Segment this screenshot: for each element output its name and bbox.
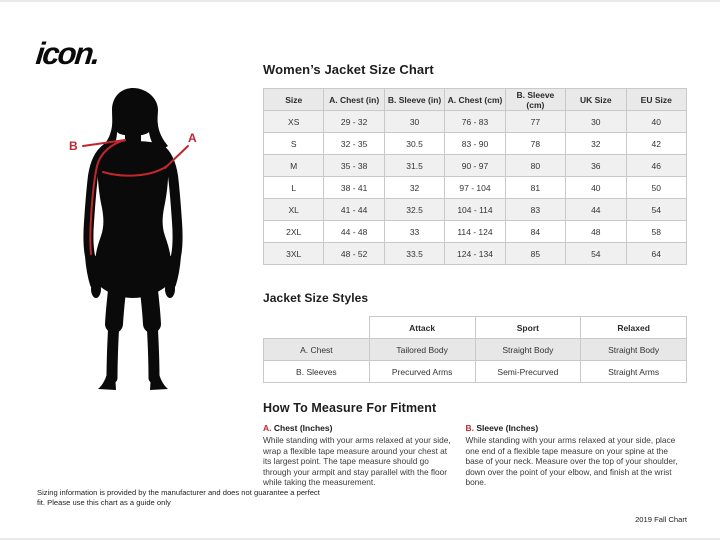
cell: 54 [566, 243, 626, 265]
cell: Semi-Precurved [475, 361, 581, 383]
size-row-xl [264, 199, 687, 221]
cell: 48 [566, 221, 626, 243]
chest-instructions [263, 423, 453, 488]
cell: 29 - 32 [324, 111, 384, 133]
cell: 30 [384, 111, 444, 133]
size-chart-table [263, 88, 687, 265]
chart-version-note: 2019 Fall Chart [635, 515, 687, 524]
col-header-eu-size: EU Size [626, 89, 686, 111]
cell: 41 - 44 [324, 199, 384, 221]
cell: 44 [566, 199, 626, 221]
cell: 78 [505, 133, 565, 155]
cell: 46 [626, 155, 686, 177]
content-column [263, 62, 687, 488]
cell: 54 [626, 199, 686, 221]
cell: 83 [505, 199, 565, 221]
cell: 84 [505, 221, 565, 243]
cell: 50 [626, 177, 686, 199]
measurement-figure [55, 84, 225, 396]
size-row-m [264, 155, 687, 177]
measure-title: How To Measure For Fitment [263, 401, 437, 415]
cell: 48 - 52 [324, 243, 384, 265]
cell: 33 [384, 221, 444, 243]
col-header-attack: Attack [369, 317, 475, 339]
woman-silhouette-graphic [55, 84, 225, 396]
cell: 38 - 41 [324, 177, 384, 199]
label-prefix-b: B. [465, 423, 474, 433]
cell: 64 [626, 243, 686, 265]
size-row-3xl [264, 243, 687, 265]
figure-label-a: A [188, 131, 197, 145]
cell: 81 [505, 177, 565, 199]
cell: 3XL [264, 243, 324, 265]
cell: A. Chest [264, 339, 370, 361]
styles-title: Jacket Size Styles [263, 291, 369, 305]
sizing-disclaimer: Sizing information is provided by the manufacturer and does not guarantee a perfect fit. Please use this chart as a guide only [37, 488, 320, 507]
cell: S [264, 133, 324, 155]
col-header-sport: Sport [475, 317, 581, 339]
cell: L [264, 177, 324, 199]
styles-row-sleeves [264, 361, 687, 383]
col-header-uk-size: UK Size [566, 89, 626, 111]
measure-instructions [263, 423, 687, 488]
cell: 58 [626, 221, 686, 243]
chest-instructions-label [263, 423, 453, 433]
cell: 33.5 [384, 243, 444, 265]
cell: Precurved Arms [369, 361, 475, 383]
chest-instructions-text: While standing with your arms relaxed at your side, wrap a flexible tape measure around your chest at its largest point. The tape measure should go through your armpit and stay parallel with the floor while taking the measurement. [263, 435, 451, 488]
cell: 85 [505, 243, 565, 265]
sleeve-instructions [465, 423, 687, 488]
cell: 2XL [264, 221, 324, 243]
size-row-2xl [264, 221, 687, 243]
styles-header-row [264, 317, 687, 339]
cell: 40 [566, 177, 626, 199]
cell: Straight Body [475, 339, 581, 361]
cell: M [264, 155, 324, 177]
styles-row-chest [264, 339, 687, 361]
cell: 31.5 [384, 155, 444, 177]
cell: 36 [566, 155, 626, 177]
cell: Tailored Body [369, 339, 475, 361]
cell: Straight Body [581, 339, 687, 361]
cell: 42 [626, 133, 686, 155]
cell: XL [264, 199, 324, 221]
cell: 76 - 83 [445, 111, 505, 133]
size-row-xs [264, 111, 687, 133]
cell: 30 [566, 111, 626, 133]
cell: 114 - 124 [445, 221, 505, 243]
cell: B. Sleeves [264, 361, 370, 383]
size-chart-title: Women’s Jacket Size Chart [263, 62, 434, 77]
col-header-size: Size [264, 89, 324, 111]
cell: 77 [505, 111, 565, 133]
col-header-sleeve-cm: B. Sleeve (cm) [505, 89, 565, 111]
sleeve-instructions-label [465, 423, 687, 433]
cell: 32 - 35 [324, 133, 384, 155]
sleeve-instructions-text: While standing with your arms relaxed at your side, place one end of a flexible tape measure on your spine at the base of your neck. Measure over the top of your shoulder, down over the point of your elbow, and finish at the wrist bone. [465, 435, 678, 488]
cell: Straight Arms [581, 361, 687, 383]
cell: 80 [505, 155, 565, 177]
cell: 40 [626, 111, 686, 133]
size-chart-header-row [264, 89, 687, 111]
cell: 97 - 104 [445, 177, 505, 199]
figure-label-b: B [69, 139, 78, 153]
cell: XS [264, 111, 324, 133]
col-header-sleeve-in: B. Sleeve (in) [384, 89, 444, 111]
cell: 32 [384, 177, 444, 199]
cell: 90 - 97 [445, 155, 505, 177]
col-header-chest-cm: A. Chest (cm) [445, 89, 505, 111]
cell: 104 - 114 [445, 199, 505, 221]
col-header-chest-in: A. Chest (in) [324, 89, 384, 111]
cell: 32.5 [384, 199, 444, 221]
cell: 124 - 134 [445, 243, 505, 265]
label-text-a: Chest (Inches) [271, 423, 333, 433]
label-prefix-a: A. [263, 423, 272, 433]
col-header-relaxed: Relaxed [581, 317, 687, 339]
cell: 30.5 [384, 133, 444, 155]
blank-header-cell [264, 317, 370, 339]
jacket-styles-table [263, 316, 687, 383]
size-row-s [264, 133, 687, 155]
cell: 35 - 38 [324, 155, 384, 177]
cell: 83 - 90 [445, 133, 505, 155]
size-row-l [264, 177, 687, 199]
cell: 44 - 48 [324, 221, 384, 243]
cell: 32 [566, 133, 626, 155]
label-text-b: Sleeve (Inches) [473, 423, 539, 433]
icon-brand-logo: icon. [34, 36, 101, 71]
